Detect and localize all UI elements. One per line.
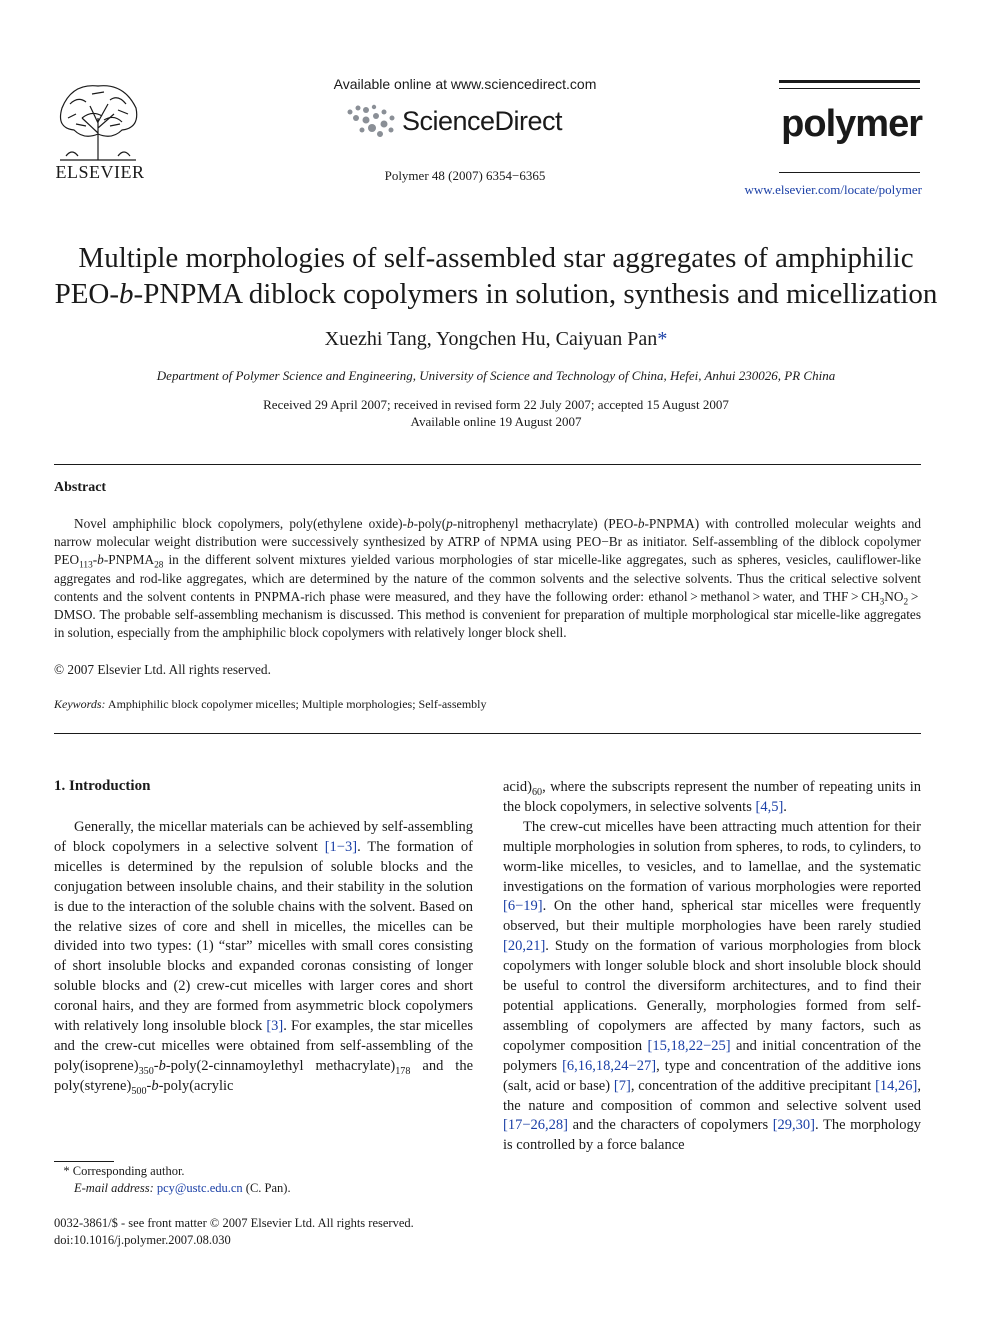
section-divider [54,464,921,465]
body-subscript: 500 [131,1085,147,1097]
footnote-label: Corresponding author. [72,1164,185,1178]
author-list [100,328,892,351]
keywords [54,697,487,712]
brand-rule [779,88,920,89]
title-line-2a: PEO- [54,278,120,310]
body-italic: b [158,1057,166,1074]
abstract-italic: p [446,516,453,531]
elsevier-wordmark: ELSEVIER [55,162,145,182]
title-line-2c: -PNPMA diblock copolymers in solution, synthesis and micellization [133,278,938,310]
body-text: . On the other hand, spherical star micelles were frequently observed, but their multiple morphologies have been rarely studied [503,898,921,935]
body-text: - [146,1077,152,1094]
body-text: . The formation of micelles is determined by the repulsion of soluble blocks and the conjugation between insoluble chains, and their stability in the solution is due to the interaction of the soluble chains with the solvent. Based on the relative sizes of core and shell in micelles, the micelles can be divided into two types: (1) “star” micelles with small cores consisting of short insoluble blocks and expanded coronas consisting of longer soluble blocks and (2) crew-cut micelles with larger cores and short coronal hairs, and they are formed from asymmetric block copolymers with relatively long insoluble block [54,838,473,1035]
footnote-email-line [54,1180,474,1197]
body-text: . The morphology is controlled by a force balance [503,1117,921,1154]
issn-line: 0032-3861/$ - see front matter © 2007 Elsevier Ltd. All rights reserved. [54,1216,414,1230]
abstract-subscript: 113 [79,561,93,572]
abstract-copyright: © 2007 Elsevier Ltd. All rights reserved. [54,662,271,677]
citation-link[interactable]: [6,16,18,24−27] [562,1057,657,1074]
body-text: - [153,1057,159,1074]
body-text: -poly(2-cinnamoylethyl methacrylate) [165,1057,396,1074]
article-title [40,240,952,312]
body-text: The crew-cut micelles have been attracting much attention for their multiple morphologies in solution from spheres, to rods, to cylinders, to worm-like micelles, to vesicles, and to lamellae, and the systematic investigations on the formation of various morphologies were reported [503,818,921,895]
body-text: . [783,798,787,815]
citation-link[interactable]: [7] [613,1077,631,1094]
available-online-text: Available online at www.sciencedirect.com [333,76,597,92]
abstract-italic: b [406,516,414,531]
paragraph [503,818,921,1156]
body-text: , type and concentration of the additive ions (salt, acid or base) [503,1057,922,1094]
journal-reference: Polymer 48 (2007) 6354−6365 [384,168,546,183]
abstract-text: NO [884,588,904,604]
body-text: and the characters of copolymers [567,1117,773,1134]
elsevier-tree-icon [52,78,144,162]
corresponding-author-mark[interactable]: * [657,328,668,350]
body-column-left [54,818,473,1097]
abstract-text: - [92,552,98,568]
body-text: , the nature and composition of common and selective solvent used [503,1077,921,1114]
article-dates [100,396,892,430]
body-text: . For examples, the star micelles and the crew-cut micelles were obtained from self-assembling of the poly(isoprene) [54,1018,473,1074]
body-column-right [503,778,921,1156]
abstract-text: Novel amphiphilic block copolymers, poly(ethylene oxide)- [74,516,407,531]
abstract-text: in the different solvent mixtures yielded various morphologies of star micelle-like aggregates, such as spheres, vesicles, cauliflower-like aggregates and rod-like aggregates, which are determined by the nature of the common solvents and the selective solvents. Thus the critical selective solvent contents and the solvent contents in PNPMA-rich phase were measured, and they have the following order: ethanol > methanol > water, and THF > CH [54,552,921,604]
email-label: E-mail address: [74,1181,154,1195]
dates-received: Received 29 April 2007; received in revised form 22 July 2007; accepted 15 August 2007 [263,397,729,412]
sciencedirect-logo [344,102,594,144]
citation-link[interactable]: [20,21] [503,938,546,955]
citation-link[interactable]: [1−3] [324,838,358,855]
abstract-text: > DMSO. The probable self-assembling mechanism is discussed. This method is convenient for preparation of multiple morphological star micelle-like aggregates in solution, especially from the amphiphilic block copolymers with relatively longer block shell. [54,588,921,641]
citation-link[interactable]: [17−26,28] [503,1117,568,1134]
body-text: . Study on the formation of various morphologies from block copolymers with longer soluble block and short insoluble block should be useful to control the diversiform architectures, and to find their potential applications. Generally, morphologies formed from self-assembling of copolymers are affected by many factors, such as copolymer composition [503,938,921,1054]
body-italic: b [151,1077,159,1094]
keywords-label: Keywords: [54,697,106,711]
body-text: and the poly(styrene) [54,1057,473,1094]
journal-url-link[interactable]: www.elsevier.com/locate/polymer [744,182,922,197]
body-text: -poly(acrylic [158,1077,234,1094]
abstract-text: -poly( [413,516,447,531]
paragraph [503,778,921,818]
elsevier-logo [52,78,148,184]
body-text: and initial concentration of the polymers [503,1037,921,1074]
front-matter [54,1215,554,1249]
title-line-2b: b [119,278,134,310]
body-text: acid) [503,779,532,795]
email-link[interactable]: pcy@ustc.edu.cn [156,1181,243,1195]
abstract-italic: b [637,516,645,531]
affiliation: Department of Polymer Science and Engineering, University of Science and Technology of China, Hefei, Anhui 230026, PR China [156,368,836,383]
abstract-body [54,515,921,642]
body-text: , where the subscripts represent the number of repeating units in the block copolymers, in selective solvents [503,779,921,815]
citation-link[interactable]: [29,30] [772,1117,815,1134]
doi-line: doi:10.1016/j.polymer.2007.08.030 [54,1233,231,1247]
body-text: Generally, the micellar materials can be achieved by self-assembling of block copolymers in a selective solvent [54,819,473,855]
citation-link[interactable]: [14,26] [875,1077,918,1094]
brand-rule [779,80,920,83]
brand-rule [779,172,920,173]
authors-text: Xuezhi Tang, Yongchen Hu, Caiyuan Pan [324,328,658,350]
abstract-subscript: 3 [879,597,885,608]
abstract-italic: b [97,552,104,568]
footnote [54,1163,474,1197]
citation-link[interactable]: [3] [266,1018,284,1035]
body-subscript: 60 [531,786,543,798]
abstract-heading: Abstract [54,480,107,495]
body-subscript: 178 [395,1065,411,1077]
citation-link[interactable]: [6−19] [503,898,543,915]
keywords-list: Amphiphilic block copolymer micelles; Multiple morphologies; Self-assembly [107,697,487,711]
footnote-mark: * [63,1164,70,1178]
abstract-subscript: 28 [154,561,164,572]
sciencedirect-wordmark: ScienceDirect [402,106,563,136]
sciencedirect-dots-icon [344,102,400,142]
citation-link[interactable]: [15,18,22−25] [647,1037,731,1054]
abstract-text: -PNPMA) with controlled molecular weights and narrow molecular weight distribution were successively synthesized by ATRP of NPMA using PEO−Br as initiator. Self-assembling of the diblock copolymer PEO [54,516,921,568]
citation-link[interactable]: [4,5] [755,798,784,815]
dates-available: Available online 19 August 2007 [410,414,582,429]
section-heading-introduction: 1. Introduction [54,778,151,794]
email-suffix: (C. Pan). [245,1181,291,1195]
abstract-subscript: 2 [903,597,909,608]
body-subscript: 350 [138,1065,154,1077]
journal-brand: polymer [781,103,922,145]
footnote-line [54,1163,474,1180]
body-text: , concentration of the additive precipitant [630,1077,876,1094]
abstract-text: -nitrophenyl methacrylate) (PEO- [452,516,638,531]
title-line-1: Multiple morphologies of self-assembled star aggregates of amphiphilic [78,242,914,274]
section-divider [54,733,921,734]
abstract-text: -PNPMA [103,552,155,568]
footnote-rule [54,1161,114,1162]
